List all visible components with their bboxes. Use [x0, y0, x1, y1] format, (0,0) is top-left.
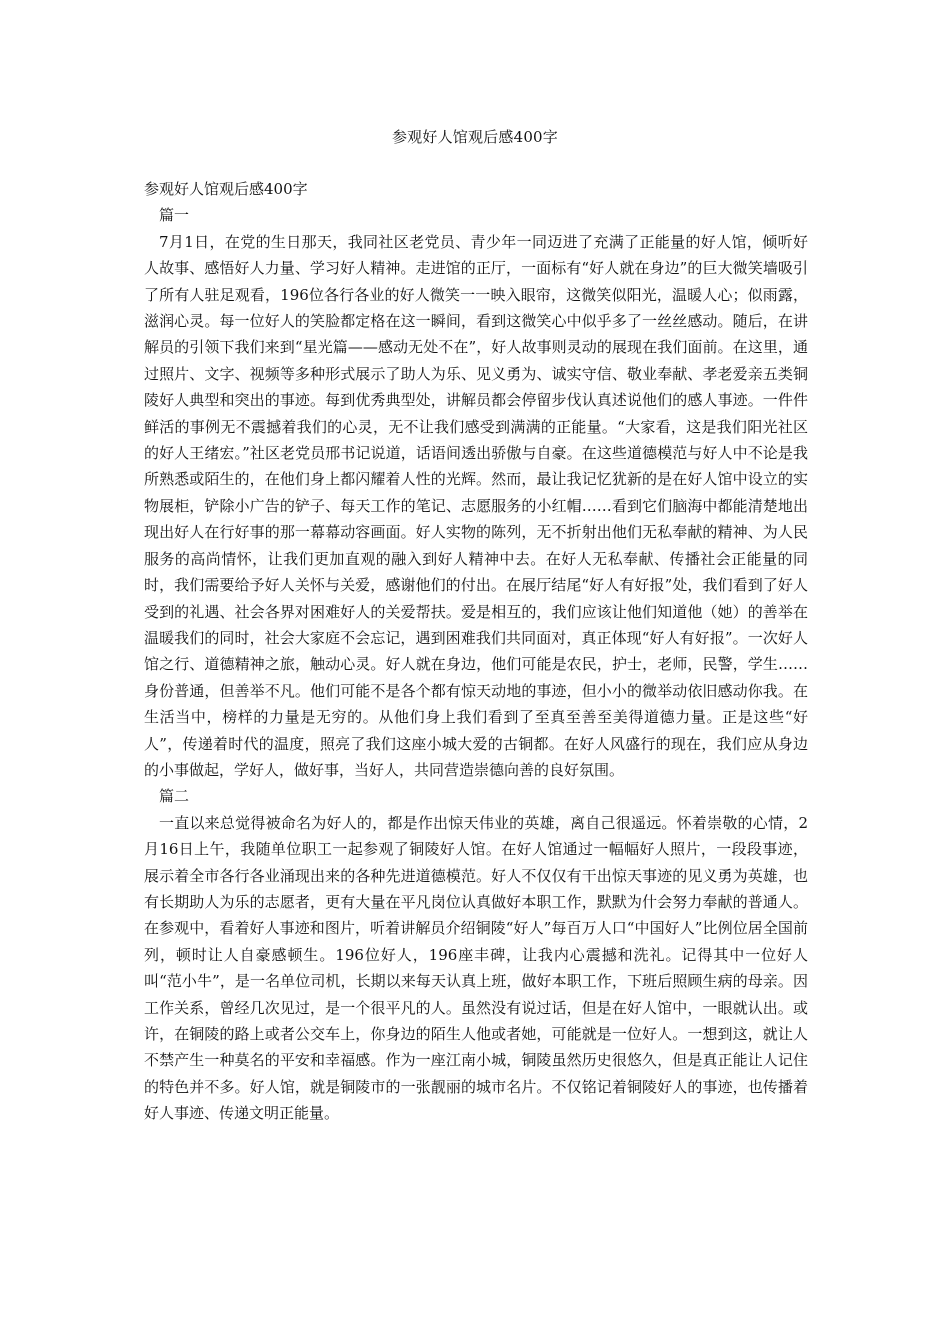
section-label-2: 篇二	[159, 787, 190, 806]
section-body-2: 一直以来总觉得被命名为好人的，都是作出惊天伟业的英雄，离自己很遥远。怀着崇敬的心情，2月16日上午，我随单位职工一起参观了铜陵好人馆。在好人馆通过一幅幅好人照片，一段段事迹，展示着全市各行各业涌现出来的各种先进道德模范。好人不仅仅有干出惊天事迹的见义勇为英雄，也有长期助人为乐的志愿者，更有大量在平凡岗位认真做好本职工作，默默为什会努力奉献的普通人。在参观中，看着好人事迹和图片，听着讲解员介绍铜陵“好人”每百万人口“中国好人”比例位居全国前列，顿时让人自豪感顿生。196位好人，196座丰碑，让我内心震撼和洗礼。记得其中一位好人叫“范小牛”，是一名单位司机，长期以来每天认真上班，做好本职工作，下班后照顾生病的母亲。因工作关系，曾经几次见过，是一个很平凡的人。虽然没有说过话，但是在好人馆中，一眼就认出。或许，在铜陵的路上或者公交车上，你身边的陌生人他或者她，可能就是一位好人。一想到这，就让人不禁产生一种莫名的平安和幸福感。作为一座江南小城，铜陵虽然历史很悠久，但是真正能让人记住的特色并不多。好人馆，就是铜陵市的一张靓丽的城市名片。不仅铭记着铜陵好人的事迹，也传播着好人事迹、传递文明正能量。	[144, 813, 808, 1123]
document-subtitle: 参观好人馆观后感400字	[144, 180, 308, 198]
section-body-1: 7月1日，在党的生日那天，我同社区老党员、青少年一同迈进了充满了正能量的好人馆，倾听好人故事、感悟好人力量、学习好人精神。走进馆的正厅，一面标有“好人就在身边”的巨大微笑墙吸引了所有人驻足观看，196位各行各业的好人微笑一一映入眼帘，这微笑似阳光，温暖人心；似雨露，滋润心灵。每一位好人的笑脸都定格在这一瞬间，看到这微笑心中似乎多了一丝丝感动。随后，在讲解员的引领下我们来到“星光篇——感动无处不在”，好人故事则灵动的展现在我们面前。在这里，通过照片、文字、视频等多种形式展示了助人为乐、见义勇为、诚实守信、敬业奉献、孝老爱亲五类铜陵好人典型和突出的事迹。每到优秀典型处，讲解员都会停留步伐认真述说他们的感人事迹。一件件鲜活的事例无不震撼着我们的心灵，无不让我们感受到满满的正能量。“大家看，这是我们阳光社区的好人王绪宏。”社区老党员邢书记说道，话语间透出骄傲与自豪。在这些道德模范与好人中不论是我所熟悉或陌生的，在他们身上都闪耀着人性的光辉。然而，最让我记忆犹新的是在好人馆中设立的实物展柜，铲除小广告的铲子、每天工作的笔记、志愿服务的小红帽……看到它们脑海中都能清楚地出现出好人在行好事的那一幕幕动容画面。好人实物的陈列，无不折射出他们无私奉献的精神、为人民服务的高尚情怀，让我们更加直观的融入到好人精神中去。在好人无私奉献、传播社会正能量的同时，我们需要给予好人关怀与关爱，感谢他们的付出。在展厅结尾“好人有好报”处，我们看到了好人受到的礼遇、社会各界对困难好人的关爱帮扶。爱是相互的，我们应该让他们知道他（她）的善举在温暖我们的同时，社会大家庭不会忘记，遇到困难我们共同面对，真正体现“好人有好报”。一次好人馆之行、道德精神之旅，触动心灵。好人就在身边，他们可能是农民，护士，老师，民警，学生……身份普通，但善举不凡。他们可能不是各个都有惊天动地的事迹，但小小的微举动依旧感动你我。在生活当中，榜样的力量是无穷的。从他们身上我们看到了至真至善至美得道德力量。正是这些“好人”，传递着时代的温度，照亮了我们这座小城大爱的古铜都。在好人风盛行的现在，我们应从身边的小事做起，学好人，做好事，当好人，共同营造崇德向善的良好氛围。	[144, 232, 808, 779]
section-label-1: 篇一	[159, 206, 190, 225]
document-title: 参观好人馆观后感400字	[391, 128, 559, 146]
document-body	[144, 176, 808, 1127]
